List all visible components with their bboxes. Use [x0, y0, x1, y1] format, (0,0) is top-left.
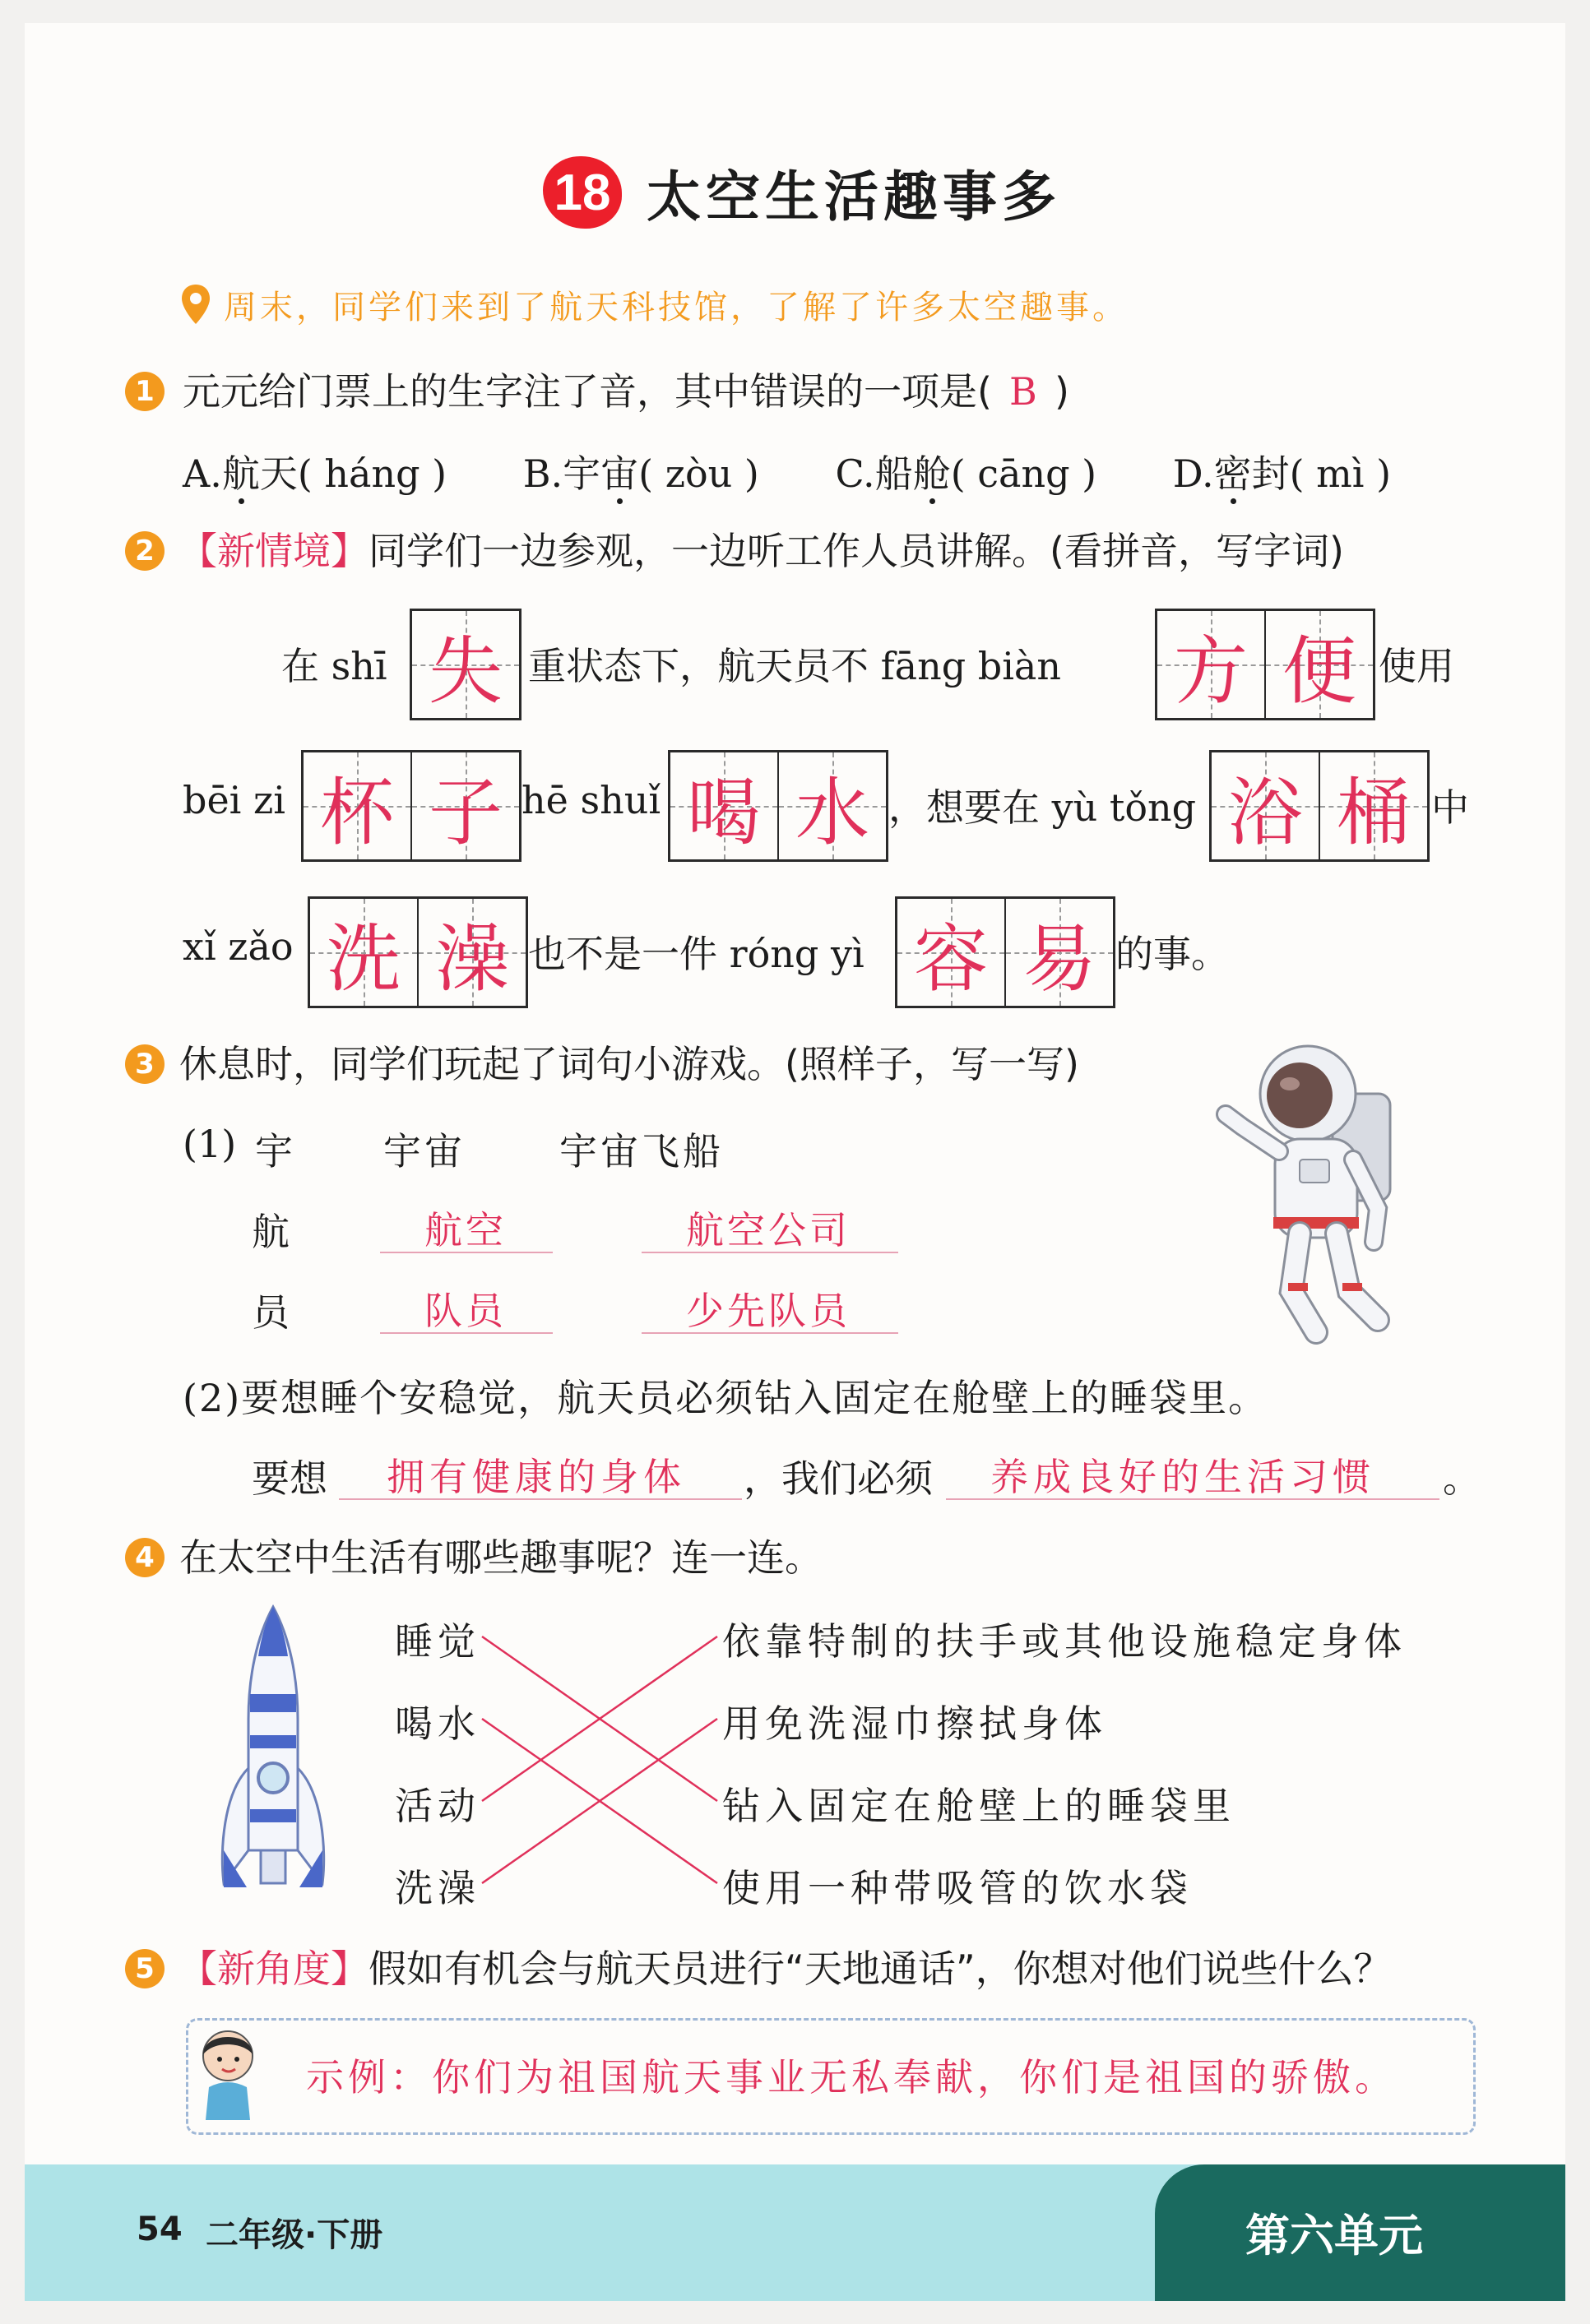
q3-part2-text2: ，我们必须 — [744, 1456, 933, 1501]
q2-answer-box-shi: 失 — [410, 609, 522, 720]
q2-row3-text3: 的事。 — [1115, 932, 1229, 976]
q5-tag: 【新角度】 — [179, 1947, 369, 1991]
q2-row2-text2: hē shuǐ — [522, 778, 661, 822]
page-number: 54 — [137, 2211, 183, 2248]
q5-answer-text: 示例：你们为祖国航天事业无私奉献，你们是祖国的骄傲。 — [306, 2055, 1397, 2099]
q2-answer-box-heshui: 喝 水 — [668, 750, 888, 862]
question-number-3: 3 — [125, 1044, 165, 1084]
q3-part1-label: (1) — [183, 1122, 237, 1166]
q4-left-item-2[interactable]: 喝水 — [395, 1701, 480, 1746]
q3-part2-answer2: 养成良好的生活习惯 — [990, 1455, 1375, 1499]
q4-left-item-4[interactable]: 洗澡 — [395, 1866, 480, 1910]
student-avatar-icon — [191, 2023, 265, 2125]
q1-answer: B — [1009, 369, 1037, 414]
q4-left-item-3[interactable]: 活动 — [395, 1784, 480, 1828]
q2-tag: 【新情境】 — [179, 529, 369, 573]
question-number-2: 2 — [125, 531, 165, 571]
q2-answer-box-rongyi: 容 易 — [895, 896, 1115, 1008]
q3-example-word: 宇宙 — [383, 1129, 466, 1174]
q2-row3-text1: xǐ zǎo — [183, 924, 294, 969]
q3-example-phrase: 宇宙飞船 — [559, 1129, 724, 1174]
q2-row1-text2: 重状态下，航天员不 fāng biàn — [528, 644, 1061, 688]
q3-row1-char: 航 — [252, 1210, 290, 1254]
q5-stem: 【新角度】假如有机会与航天员进行“天地通话”，你想对他们说些什么？ — [179, 1947, 1392, 1991]
question-number-5: 5 — [125, 1949, 165, 1988]
q2-answer-box-xizao: 洗 澡 — [308, 896, 528, 1008]
q3-example-char: 宇 — [255, 1129, 293, 1174]
q1-option-b: B.宇宙( zòu ) — [522, 451, 759, 496]
q3-row2-answer1: 队员 — [424, 1289, 507, 1333]
intro-text: 周末，同学们来到了航天科技馆，了解了许多太空趣事。 — [224, 289, 1129, 326]
q2-row1-text3: 使用 — [1379, 644, 1454, 688]
grade-label: 二年级·下册 — [206, 2216, 383, 2254]
q2-row1-text1: 在 shī — [281, 644, 387, 688]
q4-right-item-4[interactable]: 使用一种带吸管的饮水袋 — [722, 1866, 1193, 1910]
q3-part2-answer1: 拥有健康的身体 — [387, 1455, 686, 1499]
q2-stem: 【新情境】同学们一边参观，一边听工作人员讲解。(看拼音，写字词) — [179, 529, 1344, 573]
unit-label: 第六单元 — [1245, 2210, 1423, 2262]
q1-option-a: A.航天( háng ) — [183, 451, 447, 496]
q3-row2-answer2: 少先队员 — [686, 1289, 851, 1333]
q3-part2-text1: 要想 — [252, 1456, 327, 1501]
q2-answer-box-beizi: 杯 子 — [301, 750, 522, 862]
q1-option-c: C.船舱( cāng ) — [835, 451, 1097, 496]
q2-row2-text1: bēi zi — [183, 778, 285, 822]
q1-option-d: D.密封( mì ) — [1172, 451, 1392, 496]
q4-left-item-1[interactable]: 睡觉 — [395, 1619, 480, 1664]
q3-part2-sentence: (2)要想睡个安稳觉，航天员必须钻入固定在舱壁上的睡袋里。 — [183, 1376, 1268, 1420]
q4-right-item-2[interactable]: 用免洗湿巾擦拭身体 — [722, 1701, 1107, 1746]
q4-stem: 在太空中生活有哪些趣事呢？连一连。 — [179, 1535, 823, 1580]
q2-answer-box-yutong: 浴 桶 — [1209, 750, 1430, 862]
q4-right-item-1[interactable]: 依靠特制的扶手或其他设施稳定身体 — [722, 1619, 1407, 1664]
q1-stem: 元元给门票上的生字注了音，其中错误的一项是( B ) — [183, 369, 1069, 414]
q4-right-item-3[interactable]: 钻入固定在舱壁上的睡袋里 — [722, 1784, 1235, 1828]
q2-row2-text4: 中 — [1431, 785, 1469, 830]
lesson-title: 太空生活趣事多 — [647, 164, 1061, 229]
question-number-4: 4 — [125, 1538, 165, 1577]
q3-row1-answer1: 航空 — [424, 1208, 507, 1252]
question-number-1: 1 — [125, 372, 165, 411]
q2-answer-box-fangbian: 方 便 — [1155, 609, 1375, 720]
q2-row2-text3: ，想要在 yù tǒng — [888, 785, 1197, 830]
q3-stem: 休息时，同学们玩起了词句小游戏。(照样子，写一写) — [179, 1042, 1079, 1086]
q3-row2-char: 员 — [252, 1290, 290, 1335]
lesson-number-badge: 18 — [543, 156, 622, 229]
q2-row3-text2: 也不是一件 róng yì — [528, 932, 865, 976]
q3-part2-text3: 。 — [1443, 1456, 1481, 1501]
q3-row1-answer2: 航空公司 — [686, 1208, 851, 1252]
